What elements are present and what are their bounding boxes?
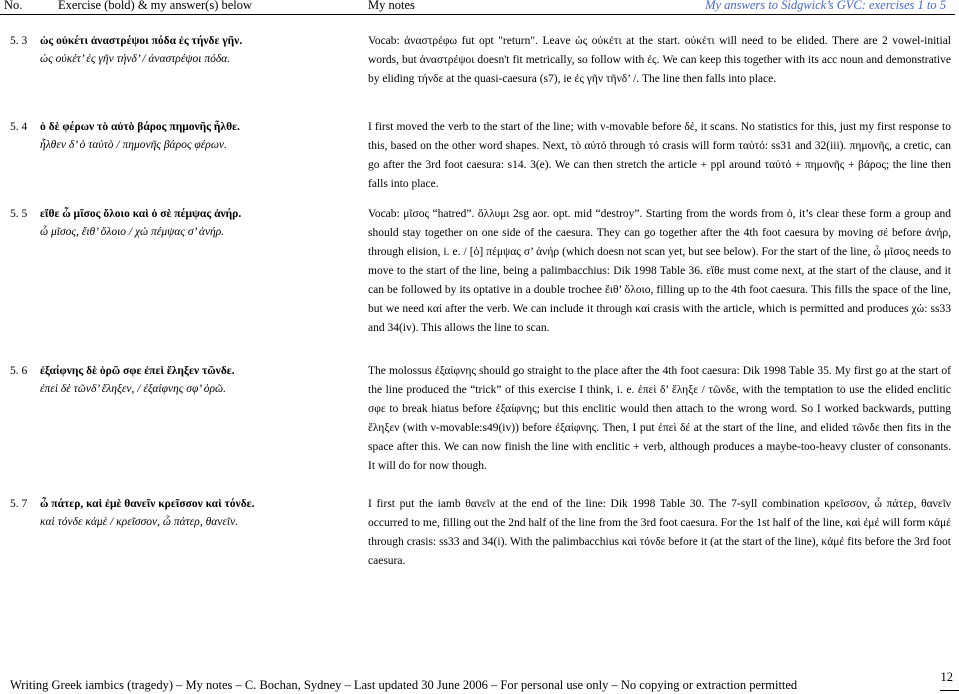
- header-answers-link[interactable]: My answers to Sidgwick’s GVC: exercises 1 to 5: [705, 0, 946, 12]
- entry-number: 5. 7: [10, 498, 28, 510]
- header-divider: [0, 14, 955, 15]
- table-header: [0, 0, 959, 13]
- exercise-sentence: ὦ πάτερ, καὶ ἐμὲ θανεῖν κρεῖσσον καὶ τόνδε.: [40, 498, 255, 510]
- header-no: No.: [4, 0, 23, 12]
- exercise-sentence: ὁ δὲ φέρων τὸ αὐτὸ βάρος πημονῆς ἦλθε.: [40, 121, 240, 133]
- page-footer: Writing Greek iambics (tragedy) – My notes – C. Bochan, Sydney – Last updated 30 June 2006 – For personal use only – No copying or extraction permitted: [10, 678, 798, 692]
- entry-greek: [40, 495, 360, 531]
- page-number: 12: [940, 670, 953, 684]
- entry-note: I first put the iamb θανεῖν at the end of the line: Dik 1998 Table 30. The 7-syll combination κρεῖσσον, ὦ πάτερ, θανεῖν occurred to me, filling out the 2nd half of the line from the 3rd foot caesura. For the 1st half of the line, καὶ ἐμέ will form κἀμέ through crasis: ss33 and 34(i). With the palimbacchius καὶ τόνδε before it (at the start of the line), κἀμέ fits before the 3rd foot caesura.: [368, 498, 951, 567]
- page-number-rule: [940, 690, 959, 691]
- header-exercise: Exercise (bold) & my answer(s) below: [58, 0, 253, 12]
- entry-note: Vocab: ἀναστρέφω fut opt "return". Leave ὡς οὐκέτι at the start. οὐκέτι will need to be elided. There are 2 vowel-initial words, but ἀναστρέψοι doesn't fit metrically, so follow with ἐς. We can keep this together with its acc noun and demonstrative by eliding τήνδε at the quasi-caesura (s7), ie ἐς γῆν τῆνδ’ /. The line then falls into place.: [368, 35, 951, 85]
- answer-line: καὶ τόνδε κἀμὲ / κρεῖσσον, ὦ πάτερ, θανεῖν.: [40, 516, 239, 528]
- entry-number: 5. 3: [10, 35, 28, 47]
- entry-number: 5. 4: [10, 121, 28, 133]
- exercise-sentence: ἐξαίφνης δὲ ὁρῶ σφε ἐπεὶ ἔληξεν τῶνδε.: [40, 365, 235, 377]
- answer-line: ὦ μῖσος, ἔιθ’ ὄλοιο / χὠ πέμψας σ’ ἀνήρ.: [40, 226, 225, 238]
- entry-note: Vocab: μῖσος “hatred”. ὄλλυμι 2sg aor. opt. mid “destroy”. Starting from the words from ὁ, it’s clear these form a group and should stay together on one side of the caesura. They can go together after the 4th foot caesura by moving σέ before ἀνήρ, through elision, i. e. / [ὁ] πέμψας σ’ ἀνήρ (which doesn not scan yet, but see below). For the start of the line, ὦ μῖσος needs to move to the start of the line, being a palimbacchius: Dik 1998 Table 36. εἴθε must come next, at the start of the clause, and it can be followed by its optative in a double trochee ἔιθ’ ὄλοιο, filling up to the 4th foot caesura. This fills the space of the line, but we need καί after the verb. We can include it through καί crasis with the article, which is permitted and produces χὠ: ss33 and 34(iv). This allows the line to scan.: [368, 208, 951, 334]
- entry-greek: [40, 205, 360, 241]
- exercise-sentence: ὡς οὐκέτι ἀναστρέψοι πόδα ἐς τήνδε γῆν.: [40, 35, 243, 47]
- answer-line: ἦλθεν δ’ ὁ ταὐτὸ / πημονῆς βάρος φέρων.: [40, 139, 227, 151]
- entry-greek: [40, 32, 360, 68]
- entry-greek: [40, 362, 360, 398]
- entry-greek: [40, 118, 360, 154]
- header-notes: My notes: [368, 0, 415, 12]
- entry-number: 5. 6: [10, 365, 28, 377]
- entry-number: 5. 5: [10, 208, 28, 220]
- exercise-sentence: εἴθε ὦ μῖσος ὄλοιο καὶ ὁ σὲ πέμψας ἀνήρ.: [40, 208, 242, 220]
- answer-line: ἐπεὶ δὲ τῶνδ’ ἔληξεν, / ἐξαίφνης σφ’ ὁρῶ.: [40, 383, 227, 395]
- entry-note: The molossus ἐξαίφνης should go straight to the place after the 4th foot caesura: Dik 1998 Table 35. My first go at the start of the line produced the “trick” of this exercise I think, i. e. ἐπεὶ δ’ ἔληξε / τῶνδε, with the temptation to use the elided enclitic σφε to break hiatus before ἐξαίφνης; but this enclitic would then attach to the wrong word. So I worked backwards, putting ἔληξεν (with ν-movable:s49(iv)) before ἐξαίφνης. Then, I put ἐπεὶ δέ at the start of the line, and elided τῶνδε then fits in the space after this. We can now finish the line with enclitic + verb, although produces a maybe-too-heavy cluster of consonants. It will do for now though.: [368, 365, 951, 472]
- answer-line: ὡς οὐκέτ’ ἐς γῆν τήνδ’ / ἀναστρέψοι πόδα.: [40, 53, 231, 65]
- entry-note: I first moved the verb to the start of the line; with ν-movable before δέ, it scans. No statistics for this, just my first response to this, based on the other word shapes. Next, τὸ αὐτό through τό crasis will form ταὐτό: ss31 and 32(iii). πημονῆς, a cretic, can go after the 3rd foot caesura: s14. 3(e). We can then stretch the article + ppl around ταὐτό + πημονῆς + βάρος; the line then falls into place.: [368, 121, 951, 190]
